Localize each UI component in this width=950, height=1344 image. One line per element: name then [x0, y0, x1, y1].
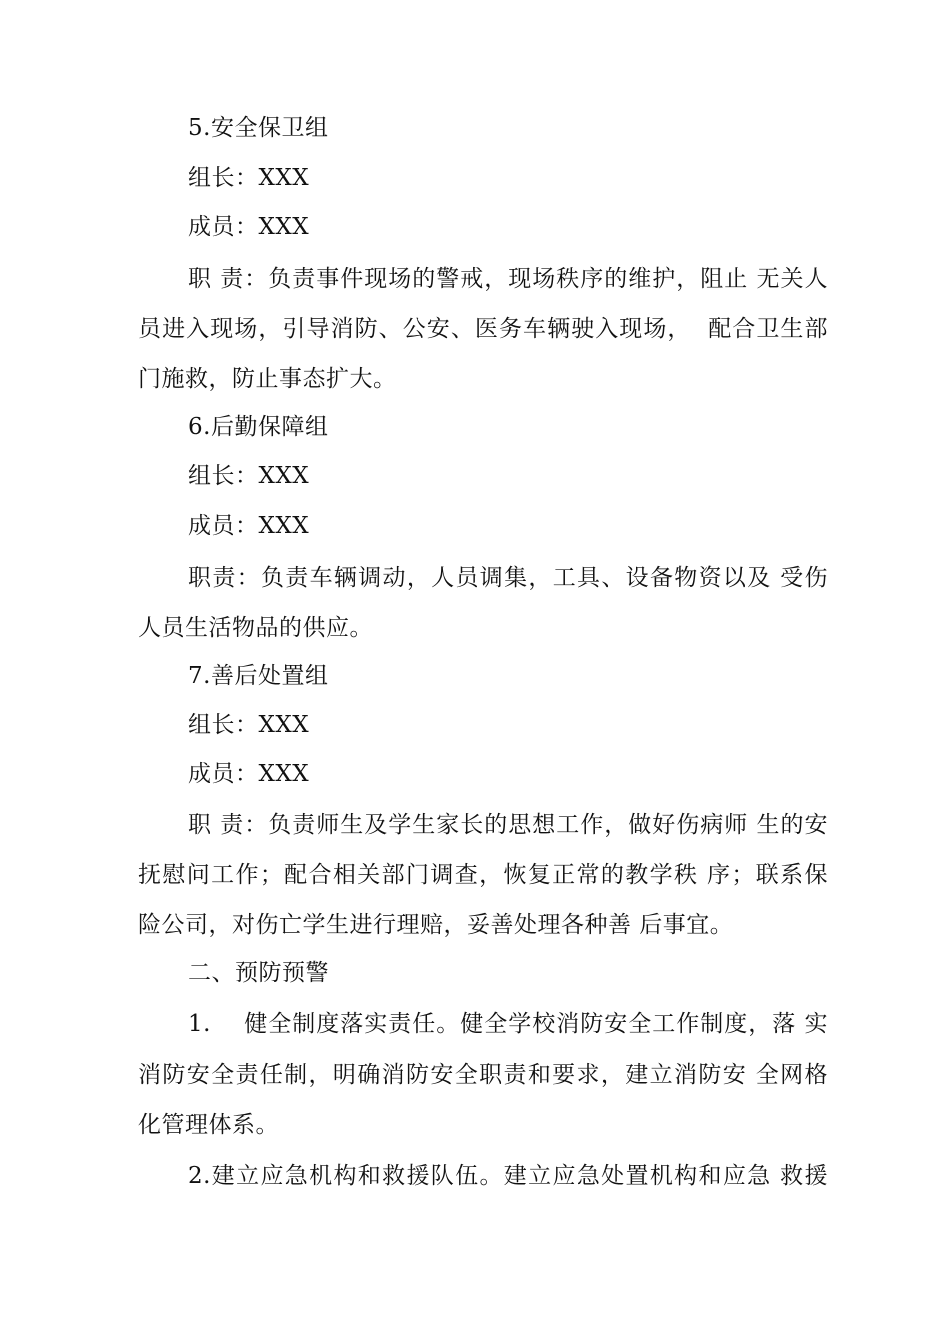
body-paragraph-line: 1. 健全制度落实责任。健全学校消防安全工作制度，落 实	[188, 1011, 828, 1037]
members-line: 成员：XXX	[188, 214, 310, 240]
leader-line: 组长：XXX	[188, 463, 310, 489]
duty-paragraph-line: 险公司，对伤亡学生进行理赔，妥善处理各种善 后事宜。	[138, 912, 734, 938]
leader-line: 组长：XXX	[188, 712, 310, 738]
duty-paragraph-line: 门施救，防止事态扩大。	[138, 366, 397, 392]
members-line: 成员：XXX	[188, 513, 310, 539]
members-line: 成员：XXX	[188, 761, 310, 787]
body-paragraph-line: 消防安全责任制，明确消防安全职责和要求，建立消防安 全网格	[138, 1062, 828, 1088]
heading-aftermath-group: 7.善后处置组	[188, 663, 329, 689]
heading-security-group: 5.安全保卫组	[188, 115, 329, 141]
body-paragraph-line: 2.建立应急机构和救援队伍。建立应急处置机构和应急 救援	[188, 1163, 828, 1189]
body-paragraph-line: 化管理体系。	[138, 1112, 279, 1138]
duty-paragraph-line: 抚慰问工作；配合相关部门调查，恢复正常的教学秩 序；联系保	[138, 862, 828, 888]
duty-paragraph-line: 职责：负责车辆调动，人员调集，工具、设备物资以及 受伤	[188, 565, 828, 591]
duty-paragraph-line: 人员生活物品的供应。	[138, 615, 373, 641]
leader-line: 组长：XXX	[188, 165, 310, 191]
section-heading-prevention: 二、预防预警	[188, 960, 329, 986]
duty-paragraph-line: 职 责：负责事件现场的警戒，现场秩序的维护，阻止 无关人	[188, 266, 828, 292]
heading-logistics-group: 6.后勤保障组	[188, 414, 329, 440]
duty-paragraph-line: 职 责：负责师生及学生家长的思想工作，做好伤病师 生的安	[188, 812, 828, 838]
duty-paragraph-line: 员进入现场，引导消防、公安、医务车辆驶入现场， 配合卫生部	[138, 316, 828, 342]
